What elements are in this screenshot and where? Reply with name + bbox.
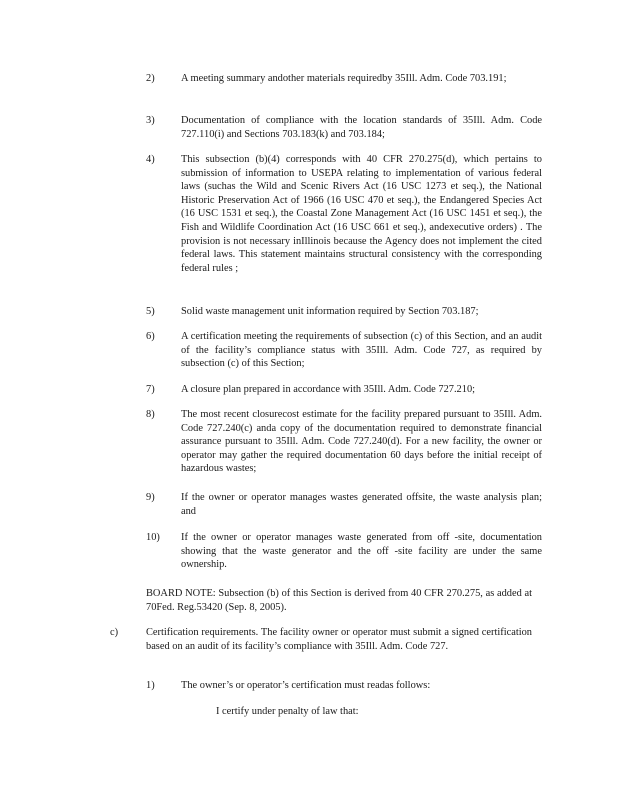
item-number: 8)	[146, 409, 155, 420]
certification-statement: I certify under penalty of law that:	[216, 706, 359, 717]
item-text: The owner’s or operator’s certification must readas follows:	[181, 680, 431, 691]
item-text: Documentation of compliance with the location standards of 35Ill. Adm. Code 727.110(i) and Sections 703.183(k) and 703.184;	[181, 115, 542, 140]
item-text: A meeting summary andother materials requiredby 35Ill. Adm. Code 703.191;	[181, 73, 507, 84]
item-text: If the owner or operator manages waste generated from off -site, documentation showing that the waste generator and the off -site facility are under the same ownership.	[181, 532, 542, 571]
item-text: This subsection (b)(4) corresponds with 40 CFR 270.275(d), which pertains to submission of information to USEPA relating to implementation of various federal laws (suchas the Wild and Scenic Rivers Act (16 USC 1273 et seq.), the National Historic Preservation Act of 1966 (16 USC 470 et seq.), the Endangered Species Act (16 USC 1531 et seq.), the Coastal Zone Management Act (16 USC 1451 et seq.), the Fish and Wildlife Coordination Act (16 USC 661 et seq.), andexecutive orders) . The provision is not necessary inIllinois because the Agency does not implement the cited federal laws. This statement maintains structural consistency with the corresponding federal rules ;	[181, 154, 542, 274]
item-number: 2)	[146, 73, 155, 84]
subsection-letter: c)	[110, 627, 119, 638]
item-number: 10)	[146, 532, 160, 543]
item-number: 6)	[146, 331, 155, 342]
item-text: If the owner or operator manages wastes generated offsite, the waste analysis plan; and	[181, 492, 542, 517]
item-number: 7)	[146, 384, 155, 395]
item-text: A certification meeting the requirements of subsection (c) of this Section, and an audit of the facility’s compliance status with 35Ill. Adm. Code 727, as required by subsection (c) of this Section;	[181, 331, 542, 370]
item-number: 4)	[146, 154, 155, 165]
subsection-text: Certification requirements. The facility owner or operator must submit a signed certification based on an audit of its facility’s compliance with 35Ill. Adm. Code 727.	[146, 627, 532, 652]
item-text: A closure plan prepared in accordance with 35Ill. Adm. Code 727.210;	[181, 384, 476, 395]
item-number: 9)	[146, 492, 155, 503]
item-number: 1)	[146, 680, 155, 691]
item-text: The most recent closurecost estimate for the facility prepared pursuant to 35Ill. Adm. Code 727.240(c) anda copy of the documentation required to demonstrate financial assurance pursuant to 35Ill. Adm. Code 727.240(d). For a new facility, the owner or operator may gather the required documentation 60 days before the initial receipt of hazardous wastes;	[181, 409, 542, 475]
item-text: Solid waste management unit information required by Section 703.187;	[181, 306, 479, 317]
board-note: BOARD NOTE: Subsection (b) of this Section is derived from 40 CFR 270.275, as added at 70Fed. Reg.53420 (Sep. 8, 2005).	[146, 588, 532, 613]
item-number: 3)	[146, 115, 155, 126]
item-number: 5)	[146, 306, 155, 317]
